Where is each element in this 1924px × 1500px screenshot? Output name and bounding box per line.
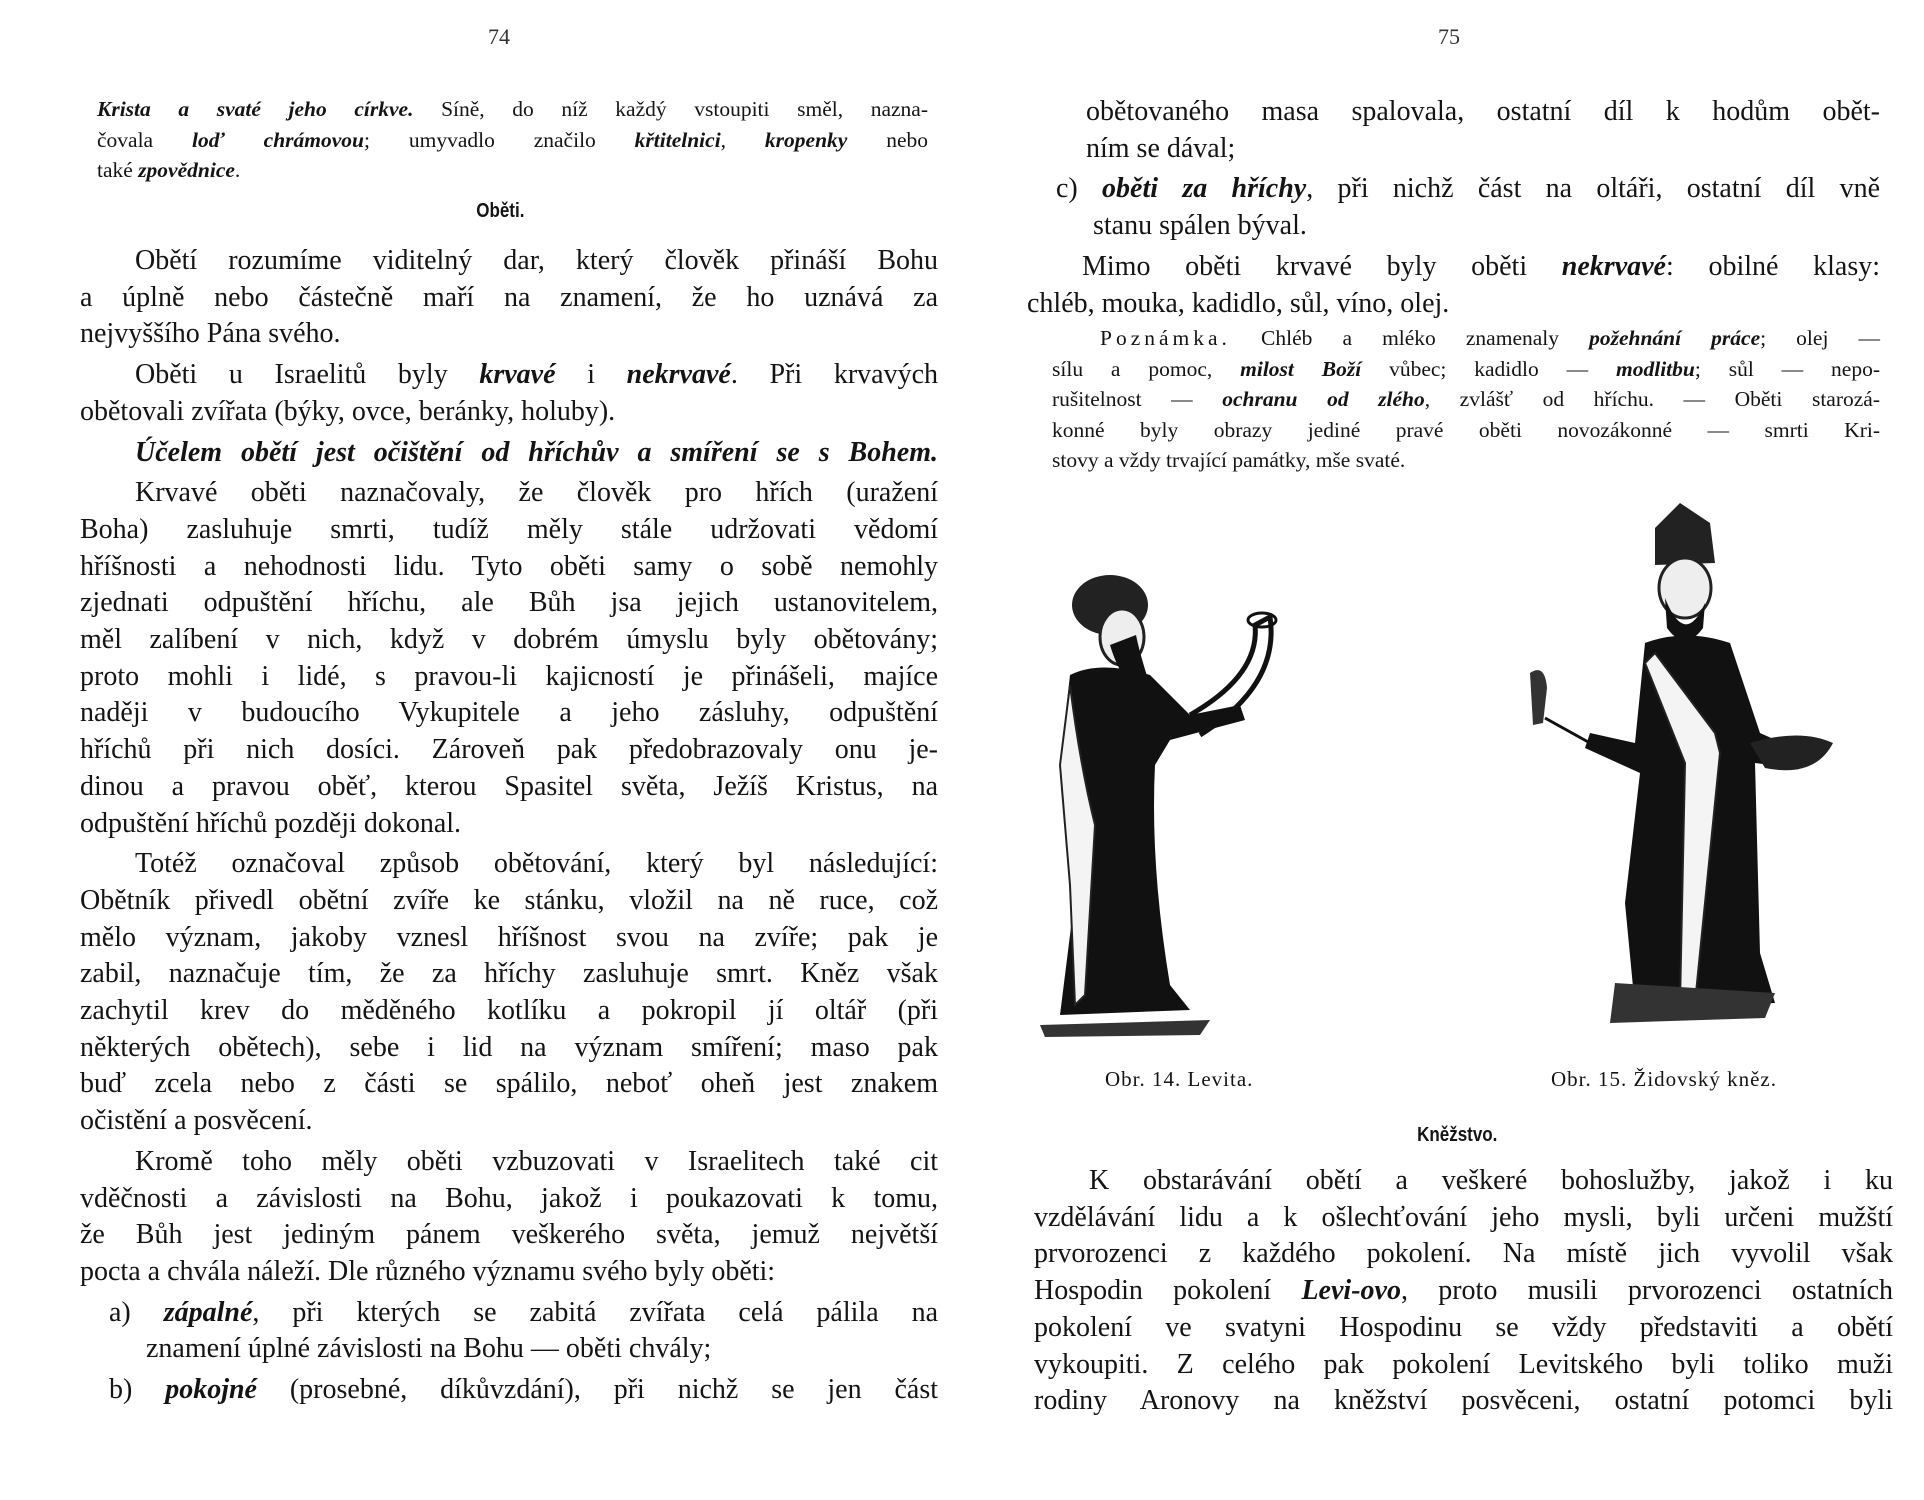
text-segment: obětovaného masa spalovala, ostatní díl k hodům obět- [1086, 96, 1880, 127]
paragraph [80, 1372, 938, 1409]
text-segment: Oběti u Israelitů byly [135, 359, 480, 391]
paragraph [80, 357, 938, 430]
emphasized-text: Krista a svaté jeho církve. [97, 97, 414, 121]
text-segment: Obětí rozumíme viditelný dar, který člověk přináší Bohu [135, 245, 938, 276]
text-segment: nebo [847, 127, 929, 152]
paragraph [80, 1295, 938, 1368]
text-segment: zachytil krev do měděného kotlíku a pokropil jí oltář (při [80, 995, 938, 1027]
text-segment: konné byly obrazy jediné pravé oběti novozákonné — smrti Kri- [1052, 417, 1880, 442]
text-line [80, 1217, 938, 1254]
paragraph [80, 1144, 938, 1291]
text-line [1093, 208, 1880, 245]
text-line [1027, 249, 1880, 286]
text-line [80, 435, 938, 472]
text-segment: Boha) zasluhuje smrti, tudíž měly stále udržovati vědomí [80, 513, 938, 545]
paragraph [80, 846, 938, 1140]
text-segment: znamení úplné závislosti na Bohu — oběti chvály; [146, 1333, 712, 1365]
text-segment: , zvlášť od hříchu. — Oběti starozá- [1424, 387, 1880, 411]
text-line [146, 1331, 938, 1368]
text-segment: chléb, mouka, kadidlo, sůl, víno, olej. [1027, 287, 1450, 319]
text-segment: rušitelnost — [1052, 387, 1223, 411]
text-segment: také [97, 158, 139, 182]
text-line [1034, 1347, 1893, 1384]
text-segment: mělo význam, jakoby vznesl hříšnost svou na zvíře; pak je [80, 921, 938, 953]
text-line [80, 475, 938, 512]
text-segment: že Bůh jest jediným pánem veškerého světa, jemuž největší [80, 1219, 938, 1251]
emphasized-text: oběti za hříchy [1102, 173, 1307, 205]
text-segment: c) [1056, 173, 1103, 205]
text-segment: . Při krvavých [730, 359, 938, 391]
text-segment: očistění a posvěcení. [80, 1105, 313, 1137]
text-segment: hříšnosti a nehodnosti lidu. Tyto oběti samy o sobě nemohly [80, 550, 938, 582]
text-line [1034, 1236, 1893, 1273]
text-segment: prvorozenci z každého pokolení. Na místě jich vyvolil však [1034, 1238, 1893, 1270]
text-segment: pokolení ve svatyni Hospodinu se vždy představiti a obětí [1034, 1311, 1893, 1343]
emphasized-text: modlitbu [1616, 356, 1695, 381]
text-segment: měl zalíbení v nich, když v dobrém úmyslu byly obětovány; [80, 624, 938, 656]
text-segment: Obětník přivedl obětní zvíře ke stánku, vložil na ně ruce, což [80, 884, 938, 916]
text-segment: ; sůl — nepo- [1694, 356, 1880, 381]
text-segment: rodiny Aronovy na kněžství posvěceni, ostatní potomci byli [1034, 1385, 1893, 1417]
text-line [80, 769, 938, 806]
knezstvo-body-text [1034, 1163, 1893, 1424]
section-heading-obeti: Oběti. [476, 200, 525, 222]
text-segment: ; olej — [1760, 326, 1880, 350]
paragraph [80, 243, 938, 353]
text-segment: i [555, 359, 627, 391]
emphasized-text: kropenky [764, 127, 848, 152]
text-segment: zabil, naznačuje tím, že za hříchy zasluhuje smrt. Kněz však [80, 958, 938, 990]
left-intro-text [97, 94, 928, 186]
note-text [1052, 323, 1880, 476]
text-line [1052, 354, 1880, 385]
right-body-text [1027, 94, 1880, 326]
text-segment: Síně, do níž každý vstoupiti směl, nazna- [413, 97, 928, 121]
text-segment: vzdělávání lidu a k ošlechťování jeho mysli, byli určeni mužští [1034, 1201, 1893, 1233]
text-line [1052, 445, 1880, 476]
text-segment: vděčnosti a závislosti na Bohu, jakož i poukazovati k tomu, [80, 1182, 938, 1214]
text-line [1086, 131, 1880, 168]
emphasized-text: Levi-ovo [1301, 1275, 1401, 1307]
text-segment: obětovali zvířata (býky, ovce, beránky, holuby). [80, 395, 616, 427]
text-line [80, 280, 938, 317]
emphasized-text: zpovědnice [138, 158, 235, 182]
text-line [97, 94, 928, 125]
text-segment: Chléb a mléko znamenaly [1230, 326, 1590, 350]
priest-illustration [1515, 503, 1855, 1038]
text-segment: zjednati odpuštění hříchu, ale Bůh jsa jejich ustanovitelem, [80, 587, 938, 619]
text-segment: ; umyvadlo značilo [364, 127, 635, 152]
text-line [80, 806, 938, 843]
text-segment: ním se dával; [1086, 132, 1236, 164]
text-line [1086, 94, 1880, 131]
text-segment: Krvavé oběti naznačovaly, že člověk pro hřích (uražení [135, 477, 938, 509]
emphasized-text: ochranu od zlého [1222, 387, 1425, 411]
text-segment: , při kterých se zabitá zvířata celá pálila na [252, 1296, 938, 1328]
text-line [1027, 286, 1880, 323]
text-line [80, 622, 938, 659]
text-line [1034, 1310, 1893, 1347]
text-line [80, 316, 938, 353]
text-segment: b) [109, 1374, 166, 1406]
text-segment: K obstarávání obětí a veškeré bohoslužby, jakož i ku [1089, 1165, 1893, 1196]
text-line [109, 1295, 938, 1332]
text-line [80, 243, 938, 280]
text-segment: Kromě toho měly oběti vzbuzovati v Israelitech také cit [135, 1145, 938, 1177]
text-segment: Mimo oběti krvavé byly oběti [1082, 250, 1562, 282]
text-segment: (prosebné, díkůvzdání), při nichž se jen část [256, 1374, 938, 1406]
text-segment: Totéž označoval způsob obětování, který byl následující: [135, 848, 938, 880]
text-line [80, 993, 938, 1030]
text-segment: hříchů při nich dosíci. Zároveň pak předobrazovaly onu je- [80, 734, 938, 766]
text-line [80, 512, 938, 549]
text-line [1056, 171, 1880, 208]
text-segment: dinou a pravou oběť, kterou Spasitel světa, Ježíš Kristus, na [80, 770, 938, 802]
text-line [1034, 1273, 1893, 1310]
paragraph [1027, 171, 1880, 244]
text-segment: čovala [97, 127, 192, 152]
paragraph [80, 475, 938, 842]
text-line [80, 732, 938, 769]
emphasized-text: nekrvavé [626, 359, 731, 391]
levite-illustration [1040, 565, 1320, 1040]
emphasized-text: krvavé [479, 359, 556, 391]
text-segment: stanu spálen býval. [1093, 210, 1307, 242]
text-line [80, 357, 938, 394]
paragraph [1027, 94, 1880, 167]
text-segment: buď zcela nebo z části se spálilo, neboť oheň jest znakem [80, 1068, 938, 1100]
text-line [80, 956, 938, 993]
emphasized-text: požehnání práce [1589, 326, 1761, 350]
text-line [1052, 415, 1880, 446]
text-line [80, 585, 938, 622]
text-segment: odpuštění hříchů později dokonal. [80, 807, 462, 839]
page-number-right: 75 [1438, 24, 1460, 49]
paragraph [1027, 249, 1880, 322]
text-line [1052, 384, 1880, 415]
emphasized-text: nekrvavé [1561, 250, 1666, 282]
left-body-text [80, 243, 938, 1413]
text-line [1034, 1200, 1893, 1237]
text-segment: naději v budoucího Vykupitele a jeho zásluhy, odpuštění [80, 697, 938, 729]
text-segment: některých obětech), sebe i lid na význam smíření; maso pak [80, 1031, 938, 1063]
text-segment: sílu a pomoc, [1052, 356, 1241, 381]
text-segment: pocta a chvála náleží. Dle různého významu svého byly oběti: [80, 1255, 776, 1287]
text-line [80, 1066, 938, 1103]
text-segment: stovy a vždy trvající památky, mše svaté. [1052, 448, 1406, 472]
text-segment: a úplně nebo částečně maří na znamení, že ho uznává za [80, 281, 938, 313]
text-segment: Poznámka. [1100, 326, 1231, 350]
text-segment: : obilné klasy: [1665, 250, 1880, 282]
text-line [80, 549, 938, 586]
figure-caption-priest: Obr. 15. Židovský kněz. [1551, 1067, 1777, 1091]
text-segment: nejvyššího Pána svého. [80, 318, 341, 350]
figure-caption-levite: Obr. 14. Levita. [1105, 1067, 1254, 1091]
text-line [1034, 1163, 1893, 1200]
text-segment: proto mohli i lidé, s pravou-li kajicností je přinášeli, majíce [80, 660, 938, 692]
text-line [1052, 323, 1880, 354]
text-line [1034, 1383, 1893, 1420]
text-line [80, 846, 938, 883]
text-line [80, 659, 938, 696]
paragraph [1034, 1163, 1893, 1420]
section-heading-knezstvo: Kněžstvo. [1417, 1124, 1498, 1146]
text-line [80, 920, 938, 957]
emphasized-text: křtitelnici [634, 127, 721, 152]
paragraph [97, 94, 928, 186]
text-segment: Hospodin pokolení [1034, 1275, 1302, 1307]
page-number-left: 74 [488, 24, 510, 49]
text-line [80, 1030, 938, 1067]
text-line [80, 695, 938, 732]
text-line [80, 1254, 938, 1291]
paragraph [1052, 323, 1880, 476]
text-line [97, 125, 928, 156]
text-line [80, 1103, 938, 1140]
emphasized-text: pokojné [165, 1374, 257, 1406]
text-segment: . [234, 158, 241, 182]
text-segment: vykoupiti. Z celého pak pokolení Levitského byli toliko muži [1034, 1348, 1893, 1380]
text-line [80, 1181, 938, 1218]
emphasized-text: milost Boží [1240, 356, 1362, 381]
text-segment: , při nichž část na oltáři, ostatní díl vně [1306, 173, 1880, 205]
text-line [109, 1372, 938, 1409]
emphasized-text: zápalné [163, 1296, 253, 1328]
text-line [80, 883, 938, 920]
text-line [80, 394, 938, 431]
text-line [80, 1144, 938, 1181]
text-segment: a) [109, 1296, 164, 1328]
text-segment: vůbec; kadidlo — [1361, 356, 1616, 381]
emphasized-text: Účelem obětí jest očištění od hříchův a smíření se s Bohem. [135, 436, 938, 468]
text-segment: , [720, 127, 765, 152]
text-line [97, 155, 928, 186]
paragraph [80, 435, 938, 472]
text-segment: , proto musili prvorozenci ostatních [1400, 1275, 1893, 1307]
emphasized-text: loď chrámovou [191, 127, 365, 152]
